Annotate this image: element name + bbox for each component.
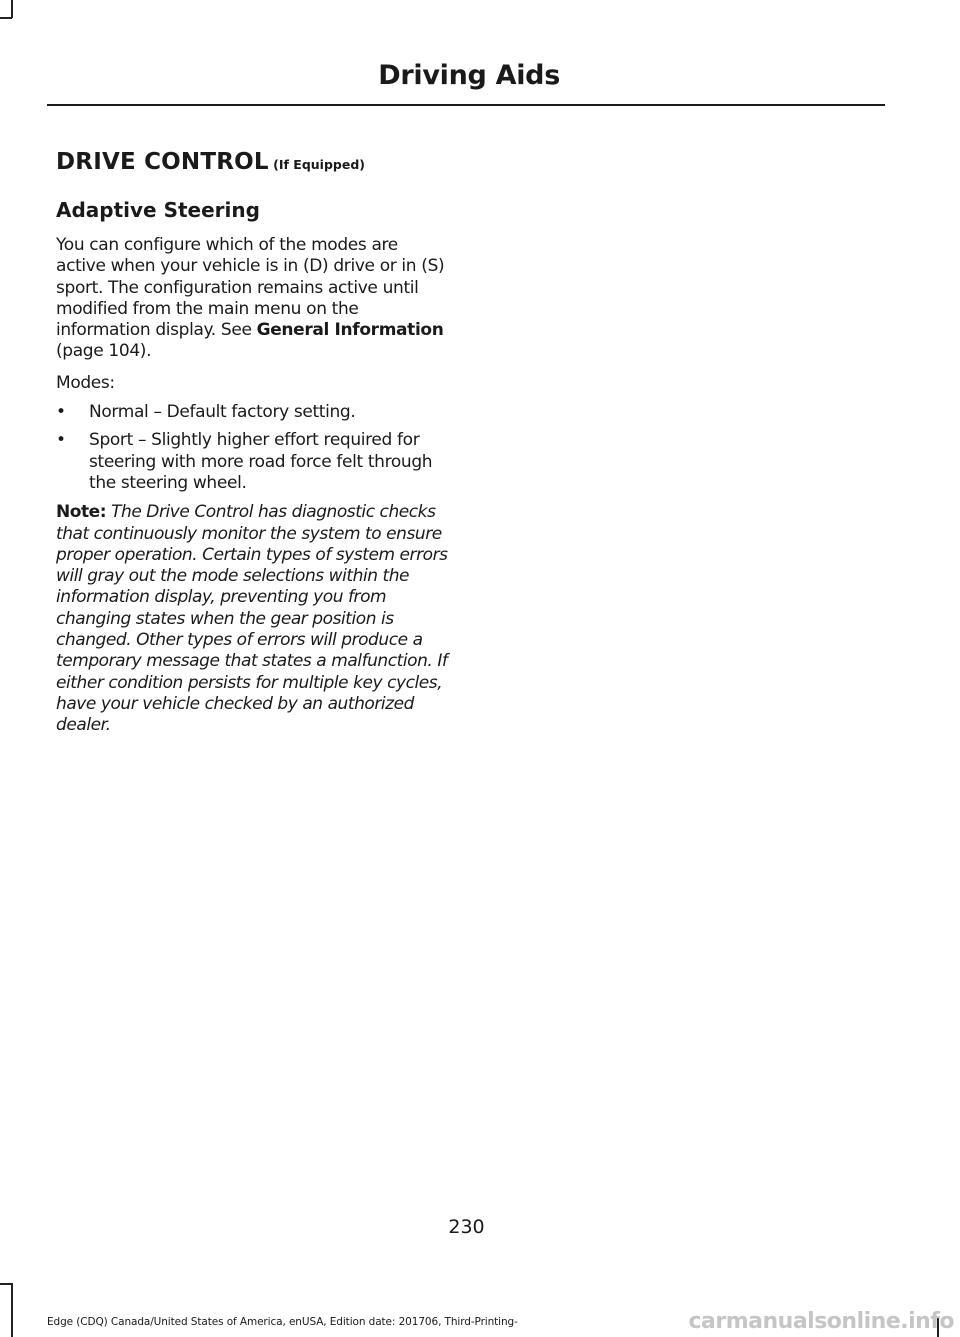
subsection-heading: Adaptive Steering: [56, 198, 260, 222]
crop-mark: [0, 1283, 12, 1285]
note-paragraph: [56, 502, 448, 736]
cross-reference-link[interactable]: General Information: [256, 320, 444, 341]
watermark: carmanualsonline.info: [688, 1309, 954, 1334]
section-heading-text: DRIVE CONTROL: [56, 149, 269, 175]
note-text: The Drive Control has diagnostic checks that continuously monitor the system to ensure proper operation. Certain types of system errors will gray out the mode selections within the information display, preventing you from changing states when the gear position is changed. Other types of errors will produce a temporary message that states a malfunction. If either condition persists for multiple key cycles, have your vehicle checked by an authorized dealer.: [56, 502, 448, 736]
page-content: [56, 146, 448, 737]
list-item-text: Sport – Slightly higher effort required for steering with more road force felt through the steering wheel.: [89, 430, 433, 493]
edition-footer: Edge (CDQ) Canada/United States of America, enUSA, Edition date: 201706, Third-Printing-: [47, 1316, 518, 1328]
intro-text: You can configure which of the modes are active when your vehicle is in (D) drive or in (S) sport. The configuration remains active until modified from the main menu on the information display. See: [56, 235, 445, 341]
crop-mark: [11, 1283, 13, 1337]
crop-mark: [0, 17, 12, 19]
crop-mark: [11, 0, 13, 18]
bullet-icon: •: [56, 430, 66, 451]
list-item: [56, 402, 448, 423]
intro-paragraph: [56, 235, 448, 363]
section-qualifier: (If Equipped): [268, 157, 365, 172]
section-heading: [56, 146, 448, 181]
modes-list: [56, 402, 448, 494]
note-label: Note:: [56, 502, 107, 523]
page-number: 230: [448, 1216, 485, 1238]
page-reference: (page 104).: [56, 341, 152, 362]
modes-label: Modes:: [56, 372, 115, 393]
bullet-icon: •: [56, 402, 66, 423]
list-item: [56, 430, 448, 494]
chapter-title: Driving Aids: [378, 60, 560, 91]
list-item-text: Normal – Default factory setting.: [89, 402, 356, 423]
header-divider: [47, 104, 885, 106]
